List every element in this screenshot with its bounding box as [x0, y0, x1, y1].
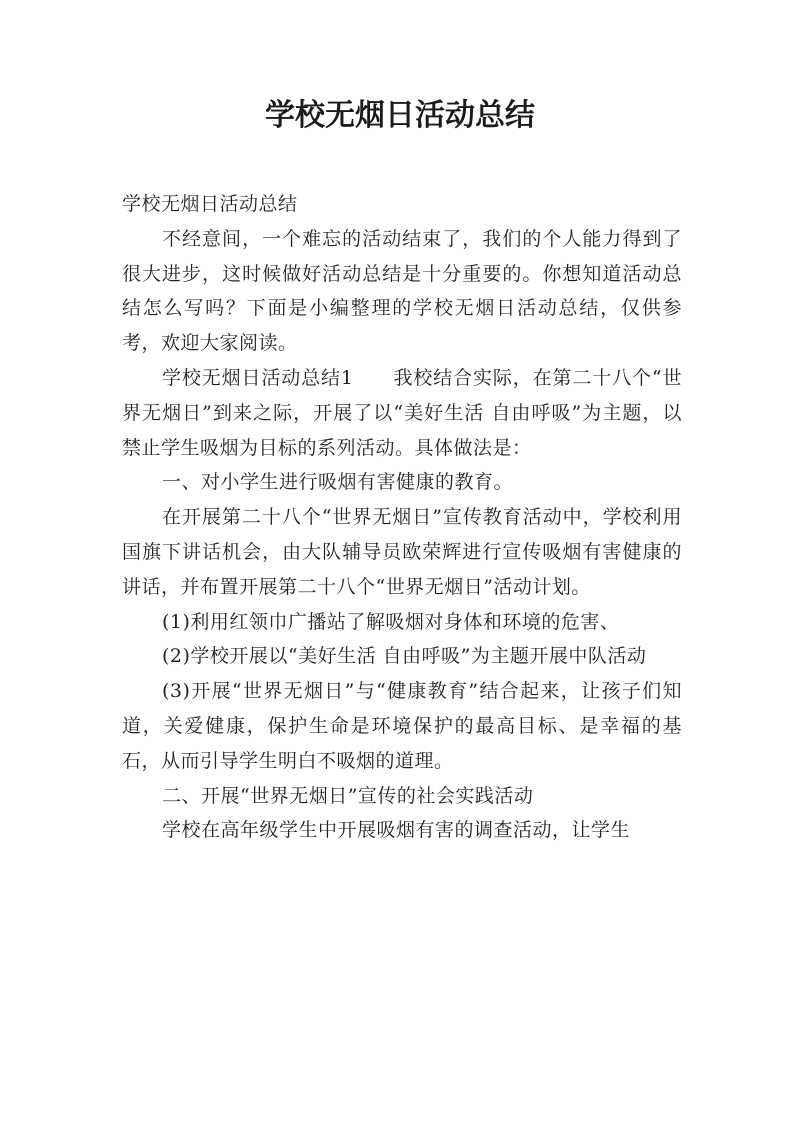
paragraph-summary-1: 学校无烟日活动总结1 我校结合实际，在第二十八个“世界无烟日”到来之际，开展了以“美好生活 自由呼吸”为主题，以禁止学生吸烟为目标的系列活动。具体做法是：: [122, 366, 682, 459]
document-subtitle: 学校无烟日活动总结: [122, 193, 298, 215]
paragraph-education: 在开展第二十八个“世界无烟日”宣传教育活动中，学校利用国旗下讲话机会，由大队辅导员欧荣辉进行宣传吸烟有害健康的讲话，并布置开展第二十八个“世界无烟日”活动计划。: [122, 506, 682, 598]
document-title: 学校无烟日活动总结: [265, 98, 535, 133]
paragraph-intro: 不经意间，一个难忘的活动结束了，我们的个人能力得到了很大进步，这时候做好活动总结是十分重要的。你想知道活动总结怎么写吗？下面是小编整理的学校无烟日活动总结，仅供参考，欢迎大家阅读。: [122, 227, 682, 355]
document-body: [122, 187, 682, 848]
list-item-3: (3)开展“世界无烟日”与“健康教育”结合起来，让孩子们知道，关爱健康，保护生命是环境保护的最高目标、是幸福的基石，从而引导学生明白不吸烟的道理。: [122, 680, 682, 772]
section-heading-1: 一、对小学生进行吸烟有害健康的教育。: [162, 471, 514, 494]
list-item-2: (2)学校开展以“美好生活 自由呼吸”为主题开展中队活动: [162, 645, 647, 668]
paragraph-survey: 学校在高年级学生中开展吸烟有害的调查活动，让学生: [162, 819, 631, 842]
section-heading-2: 二、开展“世界无烟日”宣传的社会实践活动: [162, 784, 534, 807]
list-item-1: (1)利用红领巾广播站了解吸烟对身体和环境的危害、: [162, 610, 620, 633]
